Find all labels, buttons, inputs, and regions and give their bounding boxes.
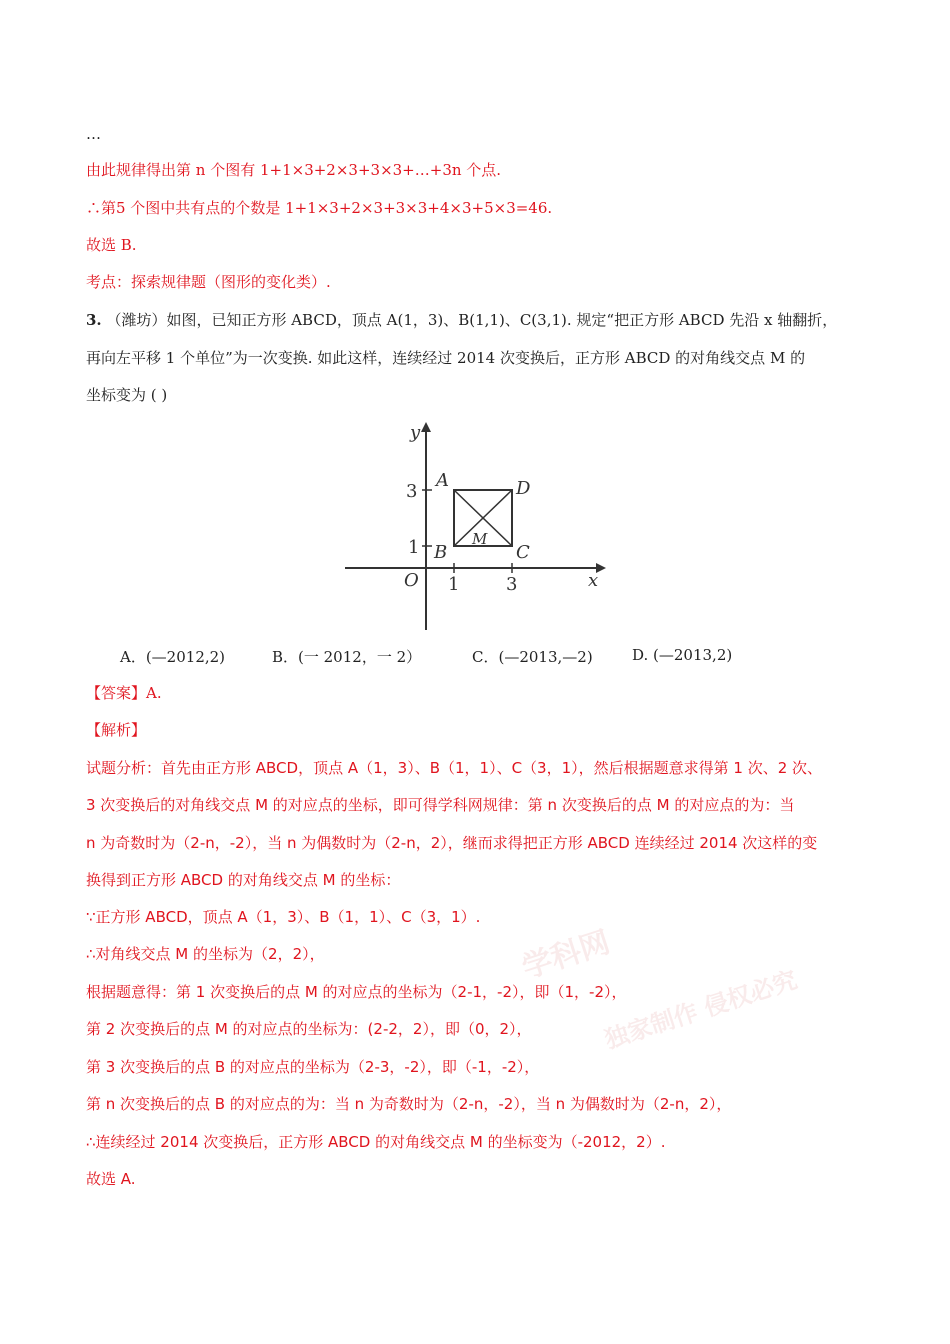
ellipsis: … [86,125,101,143]
y-tick-label-1: 1 [408,537,420,558]
option-d: D. (—2013,2) [632,646,733,664]
topic-point: 考点：探索规律题（图形的变化类）. [86,273,331,291]
question-line-1 [86,310,837,330]
x-label: x [588,570,599,591]
point-b-label: B [434,542,448,563]
option-a: A．(—2012,2) [120,648,226,666]
fifth-figure-count: ∴第5 个图中共有点的个数是 1+1×3+2×3+3×3+4×3+5×3=46. [86,199,553,217]
origin-label: O [404,570,419,591]
point-a-label: A [436,470,449,491]
analysis-line: 试题分析：首先由正方形 ABCD，顶点 A（1，3）、B（1，1）、C（3，1），然后根据题意求得第 1 次、2 次、 [86,759,823,777]
choose-b: 故选 B. [86,236,137,254]
coordinate-figure [340,418,615,633]
point-c-label: C [516,542,530,563]
analysis-title: 【解析】 [86,721,147,739]
analysis-line: ∴连续经过 2014 次变换后，正方形 ABCD 的对角线交点 M 的坐标变为（-2012，2）. [86,1133,666,1151]
point-m-label: M [472,530,488,548]
pattern-conclusion: 由此规律得出第 n 个图有 1+1×3+2×3+3×3+…+3n 个点. [86,161,502,179]
answer: 【答案】A. [86,684,162,702]
question-line-2: 再向左平移 1 个单位”为一次变换. 如此这样，连续经过 2014 次变换后，正方形 ABCD 的对角线交点 M 的 [86,349,806,367]
analysis-line: 故选 A. [86,1170,136,1188]
analysis-line: 换得到正方形 ABCD 的对角线交点 M 的坐标： [86,871,401,889]
option-c: C．(—2013,—2) [472,648,593,666]
coordinate-svg [340,418,615,633]
x-tick-label-1: 1 [448,574,460,595]
y-tick-label-3: 3 [406,481,418,502]
watermark-text: 学科网 [517,924,615,986]
question-text-1: （潍坊）如图，已知正方形 ABCD，顶点 A(1，3)、B(1,1)、C(3,1). 规定“把正方形 ABCD 先沿 x 轴翻折， [106,311,838,329]
analysis-line: 3 次变换后的对角线交点 M 的对应点的坐标，即可得学科网规律：第 n 次变换后的点 M 的对应点的为：当 [86,796,795,814]
y-axis-arrow [421,422,431,432]
x-tick-label-3: 3 [506,574,518,595]
analysis-line: ∵正方形 ABCD，顶点 A（1，3）、B（1，1）、C（3，1）. [86,908,481,926]
analysis-line: 第 n 次变换后的点 B 的对应点的为：当 n 为奇数时为（2-n，-2），当 n 为偶数时为（2-n，2）， [86,1095,732,1113]
point-d-label: D [516,478,531,499]
question-number: 3. [86,311,102,329]
question-line-3: 坐标变为 ( ) [86,386,168,404]
analysis-line: 根据题意得：第 1 次变换后的点 M 的对应点的坐标为（2-1，-2），即（1，-2）， [86,983,627,1001]
analysis-line: n 为奇数时为（2-n，-2），当 n 为偶数时为（2-n，2），继而求得把正方形 ABCD 连续经过 2014 次这样的变 [86,834,818,852]
analysis-line: 第 3 次变换后的点 B 的对应点的坐标为（2-3，-2），即（-1，-2）， [86,1058,540,1076]
analysis-line: ∴对角线交点 M 的坐标为（2，2）， [86,945,325,963]
y-label: y [410,422,421,443]
watermark-text-2: 独家制作 侵权必究 [601,965,801,1055]
analysis-line: 第 2 次变换后的点 M 的对应点的坐标为：(2-2，2），即（0，2）， [86,1020,532,1038]
option-b: B．(一 2012，一 2） [272,648,422,666]
answer-options [120,646,840,666]
